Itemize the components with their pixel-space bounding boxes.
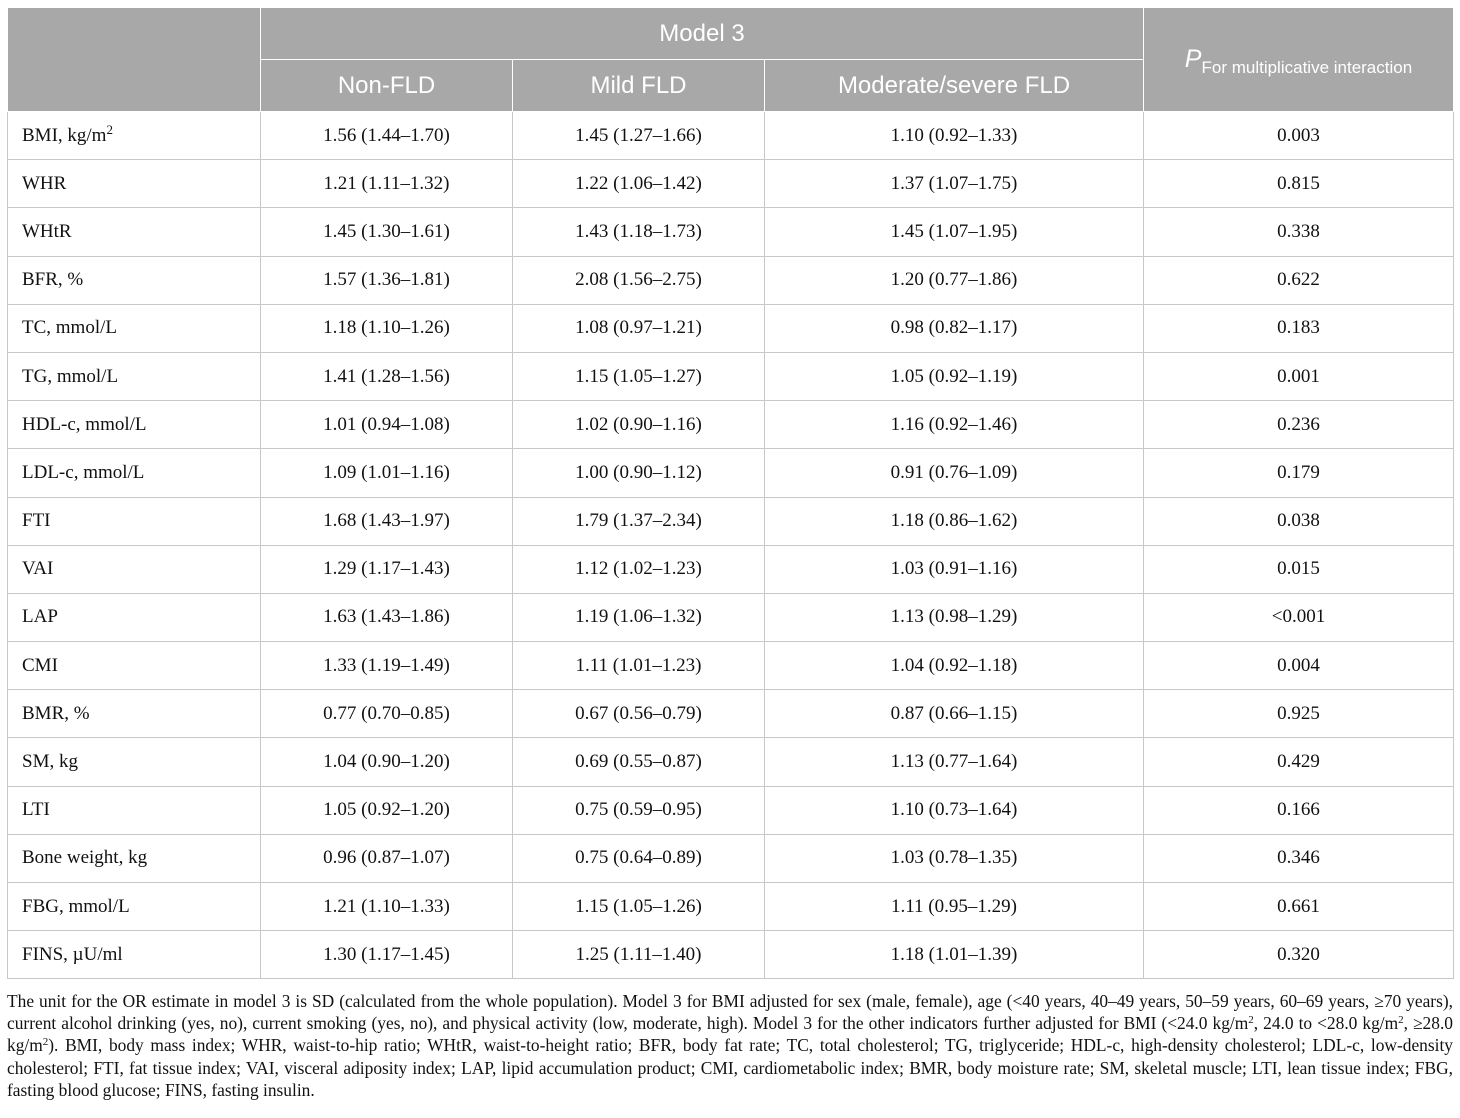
mild-fld-value: 1.12 (1.02–1.23) (513, 545, 765, 593)
mild-fld-value: 1.08 (0.97–1.21) (513, 304, 765, 352)
mild-fld-value: 0.75 (0.64–0.89) (513, 834, 765, 882)
row-label-cell (8, 256, 261, 304)
p-interaction-value: 0.001 (1144, 352, 1454, 400)
moderate-severe-fld-value: 1.04 (0.92–1.18) (765, 642, 1144, 690)
non-fld-value: 1.30 (1.17–1.45) (261, 931, 513, 979)
table-row (8, 834, 1454, 882)
non-fld-value: 1.57 (1.36–1.81) (261, 256, 513, 304)
table-row (8, 401, 1454, 449)
moderate-severe-fld-value: 1.16 (0.92–1.46) (765, 401, 1144, 449)
row-label: WHR (22, 172, 67, 194)
mild-fld-value: 1.11 (1.01–1.23) (513, 642, 765, 690)
footnote-text-4: ). BMI, body mass index; WHR, waist-to-hip ratio; WHtR, waist-to-height ratio; BFR, body fat rate; TC, total cholesterol; TG, triglyceride; HDL-c, high-density cholesterol; LDL-c, low-density cholesterol; FTI, fat tissue index; VAI, visceral adiposity index; LAP, lipid accumulation product; CMI, cardiometabolic index; BMR, body moisture rate; SM, skeletal muscle; LTI, lean tissue index; FBG, fasting blood glucose; FINS, fasting insulin. (7, 1035, 1453, 1100)
non-fld-value: 1.21 (1.11–1.32) (261, 160, 513, 208)
table-row (8, 352, 1454, 400)
table-row (8, 931, 1454, 979)
p-interaction-value: 0.346 (1144, 834, 1454, 882)
mild-fld-value: 1.19 (1.06–1.32) (513, 593, 765, 641)
mild-fld-value: 1.79 (1.37–2.34) (513, 497, 765, 545)
footnote-sup-3: 2 (42, 1036, 49, 1049)
moderate-severe-fld-value: 1.45 (1.07–1.95) (765, 208, 1144, 256)
moderate-severe-fld-value: 1.13 (0.98–1.29) (765, 593, 1144, 641)
non-fld-value: 1.29 (1.17–1.43) (261, 545, 513, 593)
row-label: TC, mmol/L (22, 317, 117, 339)
non-fld-value: 1.63 (1.43–1.86) (261, 593, 513, 641)
p-interaction-value: 0.003 (1144, 112, 1454, 160)
moderate-severe-fld-value: 1.37 (1.07–1.75) (765, 160, 1144, 208)
moderate-severe-fld-value: 1.20 (0.77–1.86) (765, 256, 1144, 304)
moderate-severe-fld-value: 1.10 (0.73–1.64) (765, 786, 1144, 834)
table-row (8, 786, 1454, 834)
p-interaction-value: 0.236 (1144, 401, 1454, 449)
p-interaction-value: 0.166 (1144, 786, 1454, 834)
moderate-severe-fld-value: 1.13 (0.77–1.64) (765, 738, 1144, 786)
p-interaction-value: 0.183 (1144, 304, 1454, 352)
non-fld-value: 1.56 (1.44–1.70) (261, 112, 513, 160)
table-row (8, 593, 1454, 641)
mild-fld-value: 0.69 (0.55–0.87) (513, 738, 765, 786)
table-body (8, 112, 1454, 979)
table-row (8, 642, 1454, 690)
mild-fld-value: 0.75 (0.59–0.95) (513, 786, 765, 834)
mild-fld-value: 1.15 (1.05–1.26) (513, 883, 765, 931)
table-row (8, 449, 1454, 497)
table-row (8, 497, 1454, 545)
table-footnote (7, 990, 1453, 1101)
row-label: TG, mmol/L (22, 365, 119, 387)
moderate-severe-fld-value: 0.98 (0.82–1.17) (765, 304, 1144, 352)
moderate-severe-fld-value: 1.11 (0.95–1.29) (765, 883, 1144, 931)
footnote-text-1: The unit for the OR estimate in model 3 is SD (calculated from the whole population). Model 3 for BMI adjusted for sex (male, female), age (<40 years, 40–49 years, 50–59 years, 60–69 years, ≥70 years), current alcohol drinking (yes, no), current smoking (yes, no), and physical activity (low, moderate, high). Model 3 for the other indicators further adjusted for BMI (<24.0 kg/m (7, 991, 1453, 1034)
moderate-severe-fld-value: 1.18 (1.01–1.39) (765, 931, 1144, 979)
p-subscript: For multiplicative interaction (1201, 58, 1413, 77)
moderate-severe-fld-value: 1.18 (0.86–1.62) (765, 497, 1144, 545)
header-model-3: Model 3 (261, 8, 1144, 60)
non-fld-value: 1.68 (1.43–1.97) (261, 497, 513, 545)
table-row (8, 208, 1454, 256)
row-label-cell (8, 112, 261, 160)
row-label: BMI, kg/m (22, 124, 107, 146)
non-fld-value: 0.77 (0.70–0.85) (261, 690, 513, 738)
footnote-sup-1: 2 (1248, 1014, 1254, 1027)
mild-fld-value: 1.22 (1.06–1.42) (513, 160, 765, 208)
moderate-severe-fld-value: 1.05 (0.92–1.19) (765, 352, 1144, 400)
mild-fld-value: 0.67 (0.56–0.79) (513, 690, 765, 738)
row-label-cell (8, 690, 261, 738)
results-table-container (7, 7, 1453, 979)
footnote-text-3: , ≥28.0 kg/m (7, 1013, 1453, 1056)
row-label-cell (8, 931, 261, 979)
row-label: FTI (22, 510, 51, 532)
footnote-sup-2: 2 (1398, 1014, 1404, 1027)
p-interaction-value: 0.320 (1144, 931, 1454, 979)
table-row (8, 304, 1454, 352)
header-moderate-severe-fld: Moderate/severe FLD (765, 60, 1144, 112)
non-fld-value: 1.18 (1.10–1.26) (261, 304, 513, 352)
row-label-cell (8, 642, 261, 690)
row-label: SM, kg (22, 751, 78, 773)
mild-fld-value: 1.00 (0.90–1.12) (513, 449, 765, 497)
row-label-cell (8, 497, 261, 545)
p-interaction-value: 0.925 (1144, 690, 1454, 738)
row-label-cell (8, 208, 261, 256)
non-fld-value: 1.33 (1.19–1.49) (261, 642, 513, 690)
p-interaction-value: 0.179 (1144, 449, 1454, 497)
row-label: VAI (22, 558, 54, 580)
non-fld-value: 1.45 (1.30–1.61) (261, 208, 513, 256)
p-interaction-value: 0.429 (1144, 738, 1454, 786)
mild-fld-value: 1.15 (1.05–1.27) (513, 352, 765, 400)
header-blank-cell (8, 8, 261, 112)
row-label-cell (8, 160, 261, 208)
non-fld-value: 0.96 (0.87–1.07) (261, 834, 513, 882)
non-fld-value: 1.04 (0.90–1.20) (261, 738, 513, 786)
table-row (8, 690, 1454, 738)
row-label-cell (8, 786, 261, 834)
row-label: LTI (22, 799, 50, 821)
moderate-severe-fld-value: 1.10 (0.92–1.33) (765, 112, 1144, 160)
mild-fld-value: 1.45 (1.27–1.66) (513, 112, 765, 160)
table-row (8, 112, 1454, 160)
footnote-text-2: , 24.0 to <28.0 kg/m (1253, 1013, 1399, 1034)
non-fld-value: 1.09 (1.01–1.16) (261, 449, 513, 497)
table-row (8, 545, 1454, 593)
table-header (8, 8, 1454, 112)
row-label: LAP (22, 606, 58, 628)
row-label: BFR, % (22, 269, 84, 291)
row-label: HDL-c, mmol/L (22, 413, 147, 435)
p-interaction-value: 0.338 (1144, 208, 1454, 256)
p-interaction-value: 0.815 (1144, 160, 1454, 208)
p-symbol: P (1184, 45, 1202, 73)
moderate-severe-fld-value: 0.91 (0.76–1.09) (765, 449, 1144, 497)
p-interaction-value: <0.001 (1144, 593, 1454, 641)
row-label-cell (8, 834, 261, 882)
results-table (7, 7, 1454, 979)
row-label: FINS, µU/ml (22, 943, 123, 965)
header-non-fld: Non-FLD (261, 60, 513, 112)
row-label-cell (8, 352, 261, 400)
moderate-severe-fld-value: 0.87 (0.66–1.15) (765, 690, 1144, 738)
row-label-cell (8, 593, 261, 641)
row-label-cell (8, 883, 261, 931)
p-interaction-value: 0.004 (1144, 642, 1454, 690)
moderate-severe-fld-value: 1.03 (0.91–1.16) (765, 545, 1144, 593)
p-interaction-value: 0.622 (1144, 256, 1454, 304)
mild-fld-value: 1.02 (0.90–1.16) (513, 401, 765, 449)
non-fld-value: 1.21 (1.10–1.33) (261, 883, 513, 931)
row-label: LDL-c, mmol/L (22, 461, 145, 483)
header-p-interaction (1144, 8, 1454, 112)
p-interaction-value: 0.661 (1144, 883, 1454, 931)
row-label: Bone weight, kg (22, 847, 148, 869)
row-label-cell (8, 449, 261, 497)
row-label-superscript: 2 (106, 121, 113, 137)
table-row (8, 738, 1454, 786)
row-label: FBG, mmol/L (22, 895, 130, 917)
row-label-cell (8, 304, 261, 352)
row-label: CMI (22, 654, 58, 676)
row-label-cell (8, 738, 261, 786)
row-label-cell (8, 545, 261, 593)
non-fld-value: 1.41 (1.28–1.56) (261, 352, 513, 400)
table-row (8, 883, 1454, 931)
mild-fld-value: 1.43 (1.18–1.73) (513, 208, 765, 256)
header-mild-fld: Mild FLD (513, 60, 765, 112)
p-interaction-value: 0.015 (1144, 545, 1454, 593)
row-label: BMR, % (22, 702, 90, 724)
moderate-severe-fld-value: 1.03 (0.78–1.35) (765, 834, 1144, 882)
non-fld-value: 1.05 (0.92–1.20) (261, 786, 513, 834)
row-label-cell (8, 401, 261, 449)
table-row (8, 160, 1454, 208)
p-interaction-value: 0.038 (1144, 497, 1454, 545)
non-fld-value: 1.01 (0.94–1.08) (261, 401, 513, 449)
table-row (8, 256, 1454, 304)
row-label: WHtR (22, 220, 72, 242)
mild-fld-value: 1.25 (1.11–1.40) (513, 931, 765, 979)
mild-fld-value: 2.08 (1.56–2.75) (513, 256, 765, 304)
